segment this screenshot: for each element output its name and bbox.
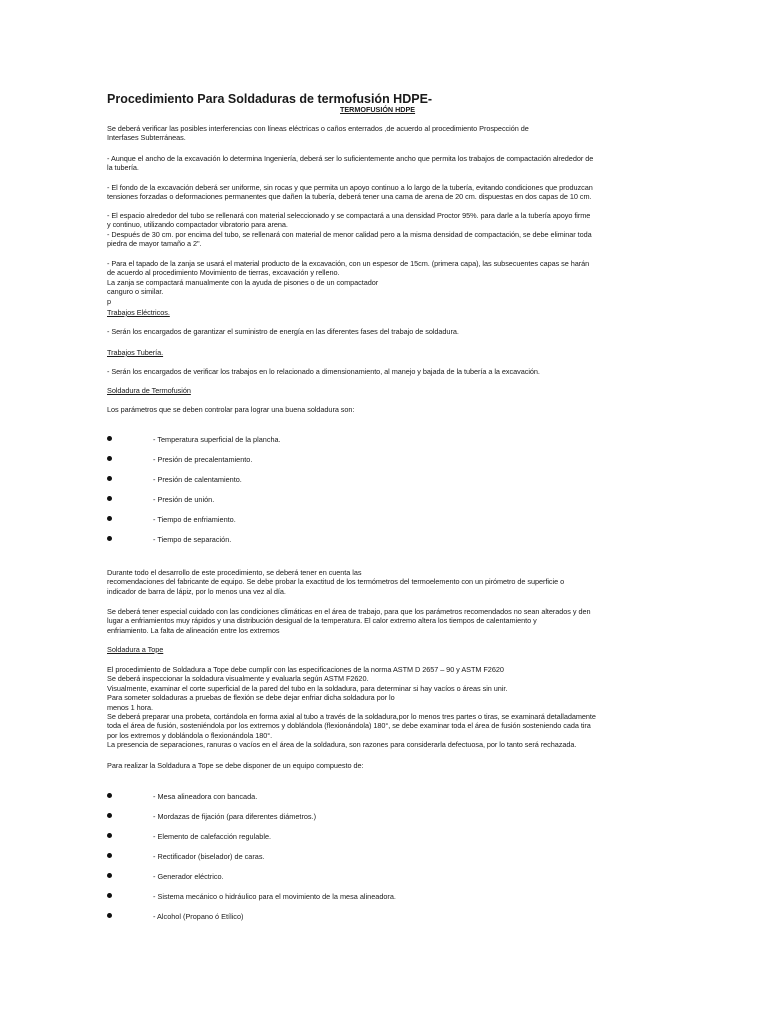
- heading-pipe-work: Trabajos Tubería.: [107, 348, 164, 357]
- text-line: Para someter soldaduras a pruebas de flexión se debe dejar enfriar dicha soldadura por lo: [107, 693, 395, 703]
- text-line: enfriamiento. La falta de alineación entre los extremos: [107, 625, 280, 635]
- list-item: - Alcohol (Propano ó Etílico): [107, 912, 667, 932]
- parameters-intro: Los parámetros que se deben controlar para lograr una buena soldadura son:: [107, 405, 355, 414]
- bullet-icon: [107, 813, 112, 818]
- list-item: - Tiempo de separación.: [107, 535, 667, 555]
- text-line: - El fondo de la excavación deberá ser uniforme, sin rocas y que permita un apoyo continuo a lo largo de la tubería, evitando condiciones que produzcan: [107, 183, 593, 192]
- equipment-intro: Para realizar la Soldadura a Tope se debe disponer de un equipo compuesto de:: [107, 761, 364, 770]
- excavation-floor-paragraph: [107, 183, 663, 202]
- pipe-work-paragraph: - Serán los encargados de verificar los trabajos en lo relacionado a dimensionamiento, al manejo y bajada de la tubería a la excavación.: [107, 367, 540, 376]
- bullet-icon: [107, 913, 112, 918]
- electrical-work-paragraph: - Serán los encargados de garantizar el suministro de energía en las diferentes fases del trabajo de soldadura.: [107, 327, 459, 336]
- text-line: la tubería.: [107, 163, 139, 173]
- parameters-list: [107, 435, 667, 555]
- intro-paragraph: [107, 124, 663, 143]
- text-line: indicador de barra de lápiz, por lo menos una vez al día.: [107, 586, 286, 596]
- text-line: canguro o similar.: [107, 287, 164, 297]
- heading-thermofusion-welding: Soldadura de Termofusión: [107, 386, 191, 395]
- document-title: Procedimiento Para Soldaduras de termofusión HDPE-: [107, 92, 433, 106]
- bullet-icon: [107, 436, 112, 441]
- text-line: Durante todo el desarrollo de este procedimiento, se deberá tener en cuenta las: [107, 568, 362, 577]
- list-item: - Mesa alineadora con bancada.: [107, 792, 667, 812]
- list-item: - Elemento de calefacción regulable.: [107, 832, 667, 852]
- text-line: Se deberá inspeccionar la soldadura visualmente y evaluarla según ASTM F2620.: [107, 674, 369, 684]
- bullet-icon: [107, 873, 112, 878]
- text-line: Se deberá verificar las posibles interferencias con líneas eléctricas o caños enterrados ,de acuerdo al procedimiento Prospección de: [107, 124, 529, 133]
- text-line: menos 1 hora.: [107, 702, 153, 712]
- heading-butt-welding: Soldadura a Tope: [107, 645, 164, 654]
- list-item: - Tiempo de enfriamiento.: [107, 515, 667, 535]
- text-line: toda el área de fusión, sosteniéndola por los extremos y doblándola (flexionándola) 180°, se debe examinar toda el área de fusión sosteniendo cada tira: [107, 721, 591, 731]
- bullet-icon: [107, 516, 112, 521]
- list-item: - Sistema mecánico o hidráulico para el movimiento de la mesa alineadora.: [107, 892, 667, 912]
- list-item: - Rectificador (biselador) de caras.: [107, 852, 667, 872]
- excavation-width-paragraph: [107, 154, 663, 173]
- climate-conditions-paragraph: [107, 607, 663, 635]
- list-item: - Temperatura superficial de la plancha.: [107, 435, 667, 455]
- list-item: - Generador eléctrico.: [107, 872, 667, 892]
- text-line: La presencia de separaciones, ranuras o vacíos en el área de la soldadura, son razones para considerarla defectuosa, por lo tanto será rechazada.: [107, 740, 577, 750]
- text-line: y continuo, utilizando compactador vibratorio para arena.: [107, 220, 288, 230]
- text-line: - Aunque el ancho de la excavación lo determina Ingeniería, deberá ser lo suficientemente ancho que permita los trabajos de compactación alrededor de: [107, 154, 594, 163]
- bullet-icon: [107, 496, 112, 501]
- procedure-development-paragraph: [107, 568, 663, 596]
- bullet-icon: [107, 456, 112, 461]
- bullet-icon: [107, 833, 112, 838]
- bullet-icon: [107, 793, 112, 798]
- text-line: Interfases Subterráneas.: [107, 133, 186, 143]
- text-line: de acuerdo al procedimiento Movimiento de tierras, excavación y relleno.: [107, 268, 340, 278]
- text-line: lugar a enfriamientos muy rápidos y una distribución desigual de la temperatura. El calor extremo altera los tiempos de calentamiento y: [107, 616, 537, 626]
- list-item: - Presión de calentamiento.: [107, 475, 667, 495]
- bullet-icon: [107, 853, 112, 858]
- text-line: - Después de 30 cm. por encima del tubo, se rellenará con material de menor calidad pero a la misma densidad de compactación, se debe eliminar toda: [107, 229, 592, 239]
- backfill-paragraph: [107, 211, 663, 249]
- bullet-icon: [107, 476, 112, 481]
- text-line: por los extremos y doblándola o flexionándola 180°.: [107, 730, 273, 740]
- text-line: tensiones forzadas o deformaciones permanentes que dañen la tubería, deberá tener una cama de arena de 20 cm. dispuestas en dos capas de 10 cm.: [107, 192, 592, 202]
- list-item: - Presión de precalentamiento.: [107, 455, 667, 475]
- document-subtitle: TERMOFUSIÓN HDPE: [340, 105, 416, 114]
- text-line: piedra de mayor tamaño a 2".: [107, 239, 202, 249]
- text-line: El procedimiento de Soldadura a Tope debe cumplir con las especificaciones de la norma ASTM D 2657 – 90 y ASTM F2620: [107, 665, 504, 674]
- text-line: - El espacio alrededor del tubo se rellenará con material seleccionado y se compactará a una densidad Proctor 95%. para darle a la tubería apoyo firme: [107, 211, 591, 220]
- text-line: Visualmente, examinar el corte superficial de la pared del tubo en la soldadura, para determinar si hay vacíos o áreas sin unir.: [107, 683, 508, 693]
- list-item: - Mordazas de fijación (para diferentes diámetros.): [107, 812, 667, 832]
- text-line: recomendaciones del fabricante de equipo. Se debe probar la exactitud de los termómetros del termoelemento con un pirómetro de superficie o: [107, 577, 565, 587]
- butt-welding-paragraph: [107, 665, 663, 750]
- text-line: - Para el tapado de la zanja se usará el material producto de la excavación, con un espesor de 15cm. (primera capa), las subsecuentes capas se harán: [107, 259, 590, 268]
- text-line: Se deberá preparar una probeta, cortándola en forma axial al tubo a través de la soldadura,por lo menos tres partes o tiras, se examinará detalladamente: [107, 712, 596, 722]
- list-item: - Presión de unión.: [107, 495, 667, 515]
- text-line: La zanja se compactará manualmente con la ayuda de pisones o de un compactador: [107, 277, 379, 287]
- text-line: p: [107, 296, 112, 306]
- text-line: Se deberá tener especial cuidado con las condiciones climáticas en el área de trabajo, para que los parámetros recomendados no sean alterados y den: [107, 607, 591, 616]
- equipment-list: [107, 792, 667, 932]
- bullet-icon: [107, 893, 112, 898]
- trench-cover-paragraph: [107, 259, 663, 306]
- bullet-icon: [107, 536, 112, 541]
- heading-electrical-work: Trabajos Eléctricos.: [107, 308, 170, 317]
